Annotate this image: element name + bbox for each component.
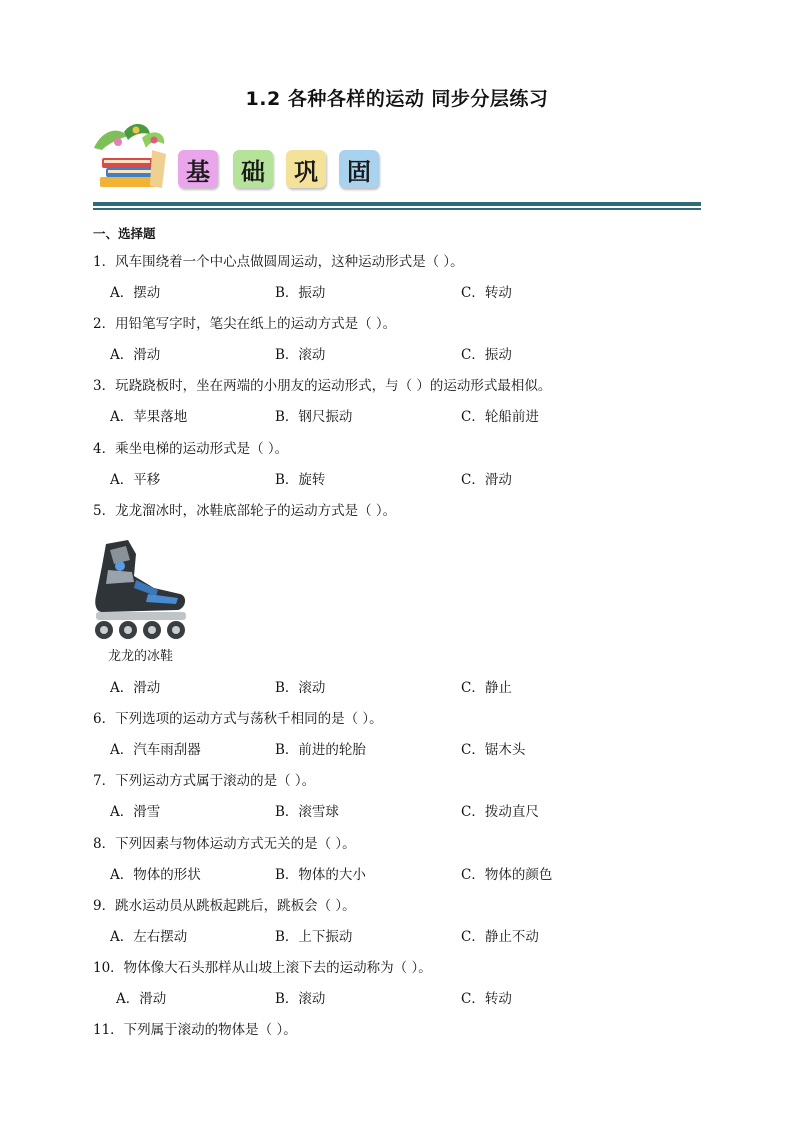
question-stem: 10．物体像大石头那样从山坡上滚下去的运动称为（ ）。	[93, 960, 432, 976]
banner-char-3: 巩	[286, 150, 326, 188]
page-title: 1.2 各种各样的运动 同步分层练习	[245, 88, 549, 110]
option-c: C．轮船前进	[461, 409, 539, 425]
option-c: C．振动	[461, 347, 512, 363]
question-stem: 2．用铅笔写字时，笔尖在纸上的运动方式是（ ）。	[93, 316, 397, 332]
option-a: A．左右摆动	[110, 929, 188, 945]
option-c: C．转动	[461, 285, 512, 301]
question-stem: 7．下列运动方式属于滚动的是（ ）。	[93, 773, 316, 789]
question-stem: 11．下列属于滚动的物体是（ ）。	[93, 1022, 297, 1038]
option-a: A．滑动	[110, 680, 161, 696]
option-a: A．苹果落地	[110, 409, 188, 425]
question-stem: 5．龙龙溜冰时，冰鞋底部轮子的运动方式是（ ）。	[93, 503, 397, 519]
option-b: B．上下振动	[275, 929, 353, 945]
inline-skate-icon	[88, 536, 200, 642]
option-a: A．汽车雨刮器	[110, 742, 201, 758]
option-b: B．前进的轮胎	[275, 742, 366, 758]
option-c: C．锯木头	[461, 742, 526, 758]
question-stem: 8．下列因素与物体运动方式无关的是（ ）。	[93, 836, 356, 852]
option-c: C．转动	[461, 991, 512, 1007]
divider-thick	[93, 202, 701, 206]
divider-thin	[93, 208, 701, 210]
option-b: B．滚动	[275, 991, 326, 1007]
question-stem: 3．玩跷跷板时，坐在两端的小朋友的运动形式，与（ ）的运动形式最相似。	[93, 378, 552, 394]
option-c: C．拨动直尺	[461, 804, 539, 820]
question-stem: 6．下列选项的运动方式与荡秋千相同的是（ ）。	[93, 711, 383, 727]
option-b: B．滚动	[275, 347, 326, 363]
banner-char-4: 固	[339, 150, 379, 188]
option-c: C．静止不动	[461, 929, 539, 945]
option-a: A．摆动	[110, 285, 161, 301]
option-a: A．滑雪	[110, 804, 161, 820]
option-c: C．静止	[461, 680, 512, 696]
option-b: B．滚动	[275, 680, 326, 696]
question-stem: 4．乘坐电梯的运动形式是（ ）。	[93, 441, 289, 457]
option-c: C．滑动	[461, 472, 512, 488]
option-a: A．物体的形状	[110, 867, 201, 883]
banner-char-1: 基	[178, 150, 218, 188]
option-b: B．滚雪球	[275, 804, 339, 820]
section-heading: 一、选择题	[93, 226, 156, 241]
option-b: B．旋转	[275, 472, 326, 488]
option-a: A．滑动	[110, 347, 161, 363]
option-c: C．物体的颜色	[461, 867, 553, 883]
option-a: A．滑动	[116, 991, 167, 1007]
question-stem: 9．跳水运动员从跳板起跳后，跳板会（ ）。	[93, 898, 356, 914]
figure-caption: 龙龙的冰鞋	[108, 649, 174, 664]
option-b: B．振动	[275, 285, 326, 301]
option-b: B．物体的大小	[275, 867, 366, 883]
option-b: B．钢尺振动	[275, 409, 353, 425]
question-stem: 1．风车围绕着一个中心点做圆周运动，这种运动形式是（ ）。	[93, 254, 464, 270]
banner-char-2: 础	[233, 150, 273, 188]
option-a: A．平移	[110, 472, 161, 488]
